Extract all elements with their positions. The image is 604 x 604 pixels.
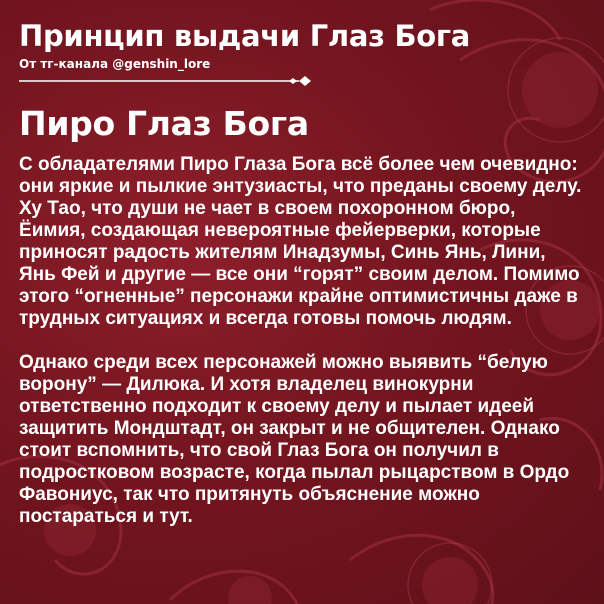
section-title: Пиро Глаз Бога [19, 104, 309, 143]
paragraph-2: Однако среди всех персонажей можно выявить “белую ворону” — Дилюка. И хотя владелец винокурни ответственно подходит к своему делу и пылает идеей защитить Мондштадт, он закрыт и не общителен. Однако стоит вспомнить, что свой Глаз Бога он получил в подростковом возрасте, когда пылал рыцарством в Ордо Фавониус, так что притянуть объяснение можно постараться и тут. [19, 352, 570, 527]
card-content [19, 18, 589, 528]
header-title: Принцип выдачи Глаз Бога [19, 19, 471, 53]
header-subtitle: От тг-канала @genshin_lore [19, 57, 211, 71]
ornamental-divider [19, 75, 311, 87]
paragraph-1: С обладателями Пиро Глаза Бога всё более чем очевидно: они яркие и пылкие энтузиасты, что преданы своему делу. Ху Тао, что души не чает в своем похоронном бюро, Ёимия, создающая невероятные фейерверки, которые приносят радость жителям Инадзумы, Синь Янь, Лини, Янь Фей и другие — все они “горят” своим делом. Помимо этого “огненные” персонажи крайне оптимистичны даже в трудных ситуациях и всегда готовы помочь людям. [19, 154, 582, 329]
